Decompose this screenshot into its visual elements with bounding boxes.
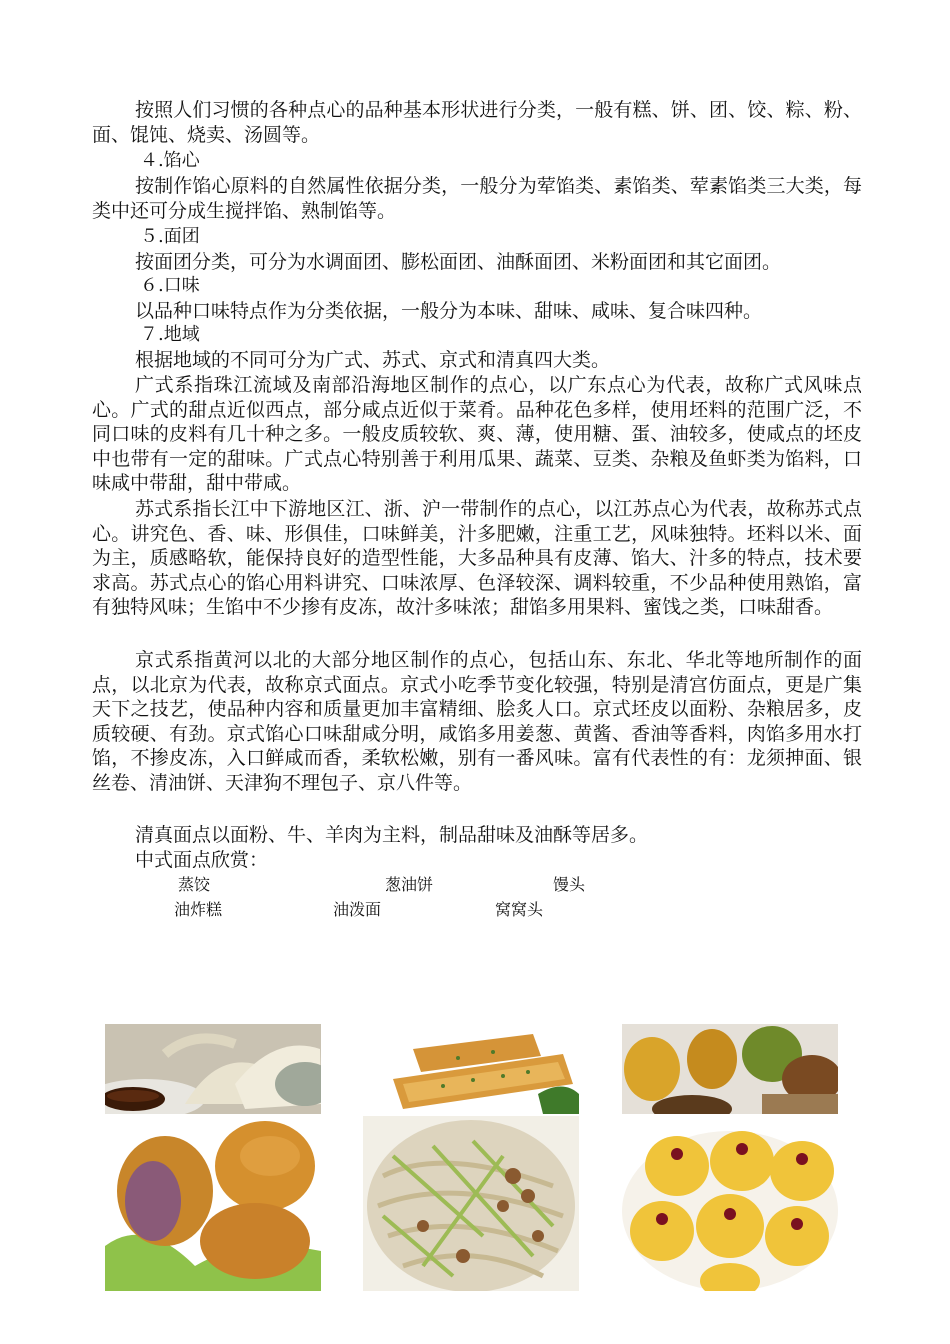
caption-fried-cake: 油炸糕 — [174, 900, 223, 919]
paragraph-dough: 按面团分类，可分为水调面团、膨松面团、油酥面团、米粉面团和其它面团。 — [135, 251, 782, 273]
paragraph-taste: 以品种口味特点作为分类依据，一般分为本味、甜味、咸味、复合味四种。 — [135, 300, 763, 322]
caption-steamed-dumplings: 蒸饺 — [178, 875, 211, 894]
caption-wowotou: 窝窝头 — [495, 900, 544, 919]
heading-region: ７.地域 — [140, 324, 200, 345]
photo-scallion-pancake — [363, 1024, 579, 1114]
photo-steamed-dumplings — [105, 1024, 321, 1114]
paragraph-cantonese: 广式系指珠江流域及南部沿海地区制作的点心，以广东点心为代表，故称广式风味点心。广式的甜点近似西点，部分咸点近似于菜肴。品种花色多样，使用坯料的范围广泛，不同口味的皮料有几十种之多。一般皮质较软、爽、薄，使用糖、蛋、油较多，使咸点的坯皮中也带有一定的甜味。广式点心特别善于利用瓜果、蔬菜、豆类、杂粮及鱼虾类为馅料，口味咸中带甜，甜中带咸。 — [92, 374, 862, 495]
paragraph-filling: 按制作馅心原料的自然属性依据分类，一般分为荤馅类、素馅类、荤素馅类三大类，每类中还可分成生搅拌馅、熟制馅等。 — [92, 175, 862, 222]
paragraph-beijing: 京式系指黄河以北的大部分地区制作的点心，包括山东、东北、华北等地所制作的面点，以北京为代表，故称京式面点。京式小吃季节变化较强，特别是清宫仿面点，更是广集天下之技艺，使品种内容和质量更加丰富精细、脍炙人口。京式坯皮以面粉、杂粮居多，皮质较硬、有劲。京式馅心口味甜咸分明，咸馅多用姜葱、黄酱、香油等香料，肉馅多用水打馅，不掺皮冻，入口鲜咸而香，柔软松嫩，别有一番风味。富有代表性的有：龙须抻面、银丝卷、清油饼、天津狗不理包子、京八件等。 — [92, 649, 862, 794]
heading-filling: ４.馅心 — [140, 150, 200, 171]
heading-taste: ６.口味 — [140, 275, 200, 296]
caption-scallion-pancake: 葱油饼 — [385, 875, 434, 894]
caption-oil-splashed-noodles: 油泼面 — [333, 900, 382, 919]
heading-dough: ５.面团 — [140, 226, 200, 247]
paragraph-gallery-intro: 中式面点欣赏： — [135, 849, 269, 871]
paragraph-suzhou: 苏式系指长江中下游地区江、浙、沪一带制作的点心，以江苏点心为代表，故称苏式点心。讲究色、香、味、形俱佳，口味鲜美，汁多肥嫩，注重工艺，风味独特。坯料以米、面为主，质感略软，能保持良好的造型性能，大多品种具有皮薄、馅大、汁多的特点，技术要求高。苏式点心的馅心用料讲究、口味浓厚、色泽较深、调料较重，不少品种使用熟馅，富有独特风味；生馅中不少掺有皮冻，故汁多味浓；甜馅多用果料、蜜饯之类，口味甜香。 — [92, 498, 862, 619]
photo-oil-splashed-noodles — [363, 1116, 579, 1291]
paragraph-region: 根据地域的不同可分为广式、苏式、京式和清真四大类。 — [135, 349, 611, 371]
photo-fried-cake — [105, 1116, 321, 1291]
photo-wowotou — [622, 1116, 838, 1291]
paragraph-halal: 清真面点以面粉、牛、羊肉为主料，制品甜味及油酥等居多。 — [135, 824, 649, 846]
caption-mantou: 馒头 — [553, 875, 586, 894]
photo-mantou — [622, 1024, 838, 1114]
paragraph-shape-classification: 按照人们习惯的各种点心的品种基本形状进行分类，一般有糕、饼、团、饺、粽、粉、面、馄饨、烧卖、汤圆等。 — [92, 99, 862, 146]
